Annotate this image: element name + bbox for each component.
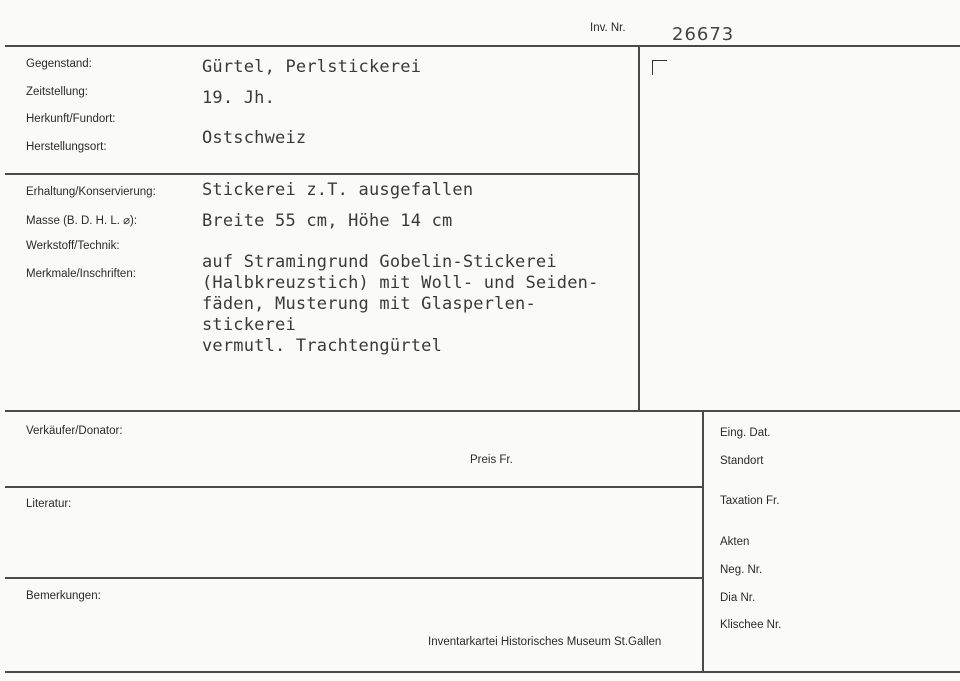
- label-herstellungsort: Herstellungsort:: [26, 141, 107, 153]
- label-verkaeufer: Verkäufer/Donator:: [26, 425, 123, 437]
- inv-nr-label: Inv. Nr.: [590, 22, 626, 34]
- label-herkunft: Herkunft/Fundort:: [26, 113, 116, 125]
- label-zeitstellung: Zeitstellung:: [26, 86, 89, 98]
- label-merkmale: Merkmale/Inschriften:: [26, 268, 136, 280]
- label-bemerkungen: Bemerkungen:: [26, 590, 101, 602]
- value-gegenstand: Gürtel, Perlstickerei: [202, 57, 422, 77]
- value-herstellungsort: Ostschweiz: [202, 128, 307, 148]
- label-masse: Masse (B. D. H. L. ⌀):: [26, 215, 138, 227]
- value-beschreibung-line-2: (Halbkreuzstich) mit Woll- und Seiden-: [202, 273, 599, 293]
- label-neg-nr: Neg. Nr.: [720, 564, 763, 576]
- rule-vertical-lower: [702, 410, 704, 672]
- value-beschreibung-line-3: fäden, Musterung mit Glasperlen-: [202, 294, 536, 314]
- label-gegenstand: Gegenstand:: [26, 58, 92, 70]
- value-beschreibung-line-5: vermutl. Trachtengürtel: [202, 336, 443, 356]
- rule-section-4: [5, 577, 703, 579]
- label-preis: Preis Fr.: [470, 454, 513, 466]
- rule-section-2: [5, 410, 960, 412]
- rule-bottom: [5, 671, 960, 673]
- label-dia-nr: Dia Nr.: [720, 592, 756, 604]
- label-literatur: Literatur:: [26, 498, 72, 510]
- label-eing-dat: Eing. Dat.: [720, 427, 771, 439]
- inv-nr-value: 26673: [672, 24, 735, 45]
- label-taxation: Taxation Fr.: [720, 495, 780, 507]
- label-akten: Akten: [720, 536, 750, 548]
- card-footer: Inventarkartei Historisches Museum St.Gallen: [428, 636, 662, 648]
- value-beschreibung-line-1: auf Stramingrund Gobelin-Stickerei: [202, 252, 557, 272]
- value-beschreibung-line-4: stickerei: [202, 315, 296, 335]
- value-erhaltung: Stickerei z.T. ausgefallen: [202, 180, 474, 200]
- label-erhaltung: Erhaltung/Konservierung:: [26, 186, 156, 198]
- rule-vertical-upper: [638, 45, 640, 411]
- label-standort: Standort: [720, 455, 764, 467]
- value-zeitstellung: 19. Jh.: [202, 88, 276, 108]
- label-klischee-nr: Klischee Nr.: [720, 619, 782, 631]
- corner-mark: [652, 60, 667, 75]
- value-masse: Breite 55 cm, Höhe 14 cm: [202, 211, 453, 231]
- label-werkstoff: Werkstoff/Technik:: [26, 240, 120, 252]
- rule-section-1: [5, 173, 639, 175]
- rule-section-3: [5, 486, 703, 488]
- rule-top: [5, 45, 960, 47]
